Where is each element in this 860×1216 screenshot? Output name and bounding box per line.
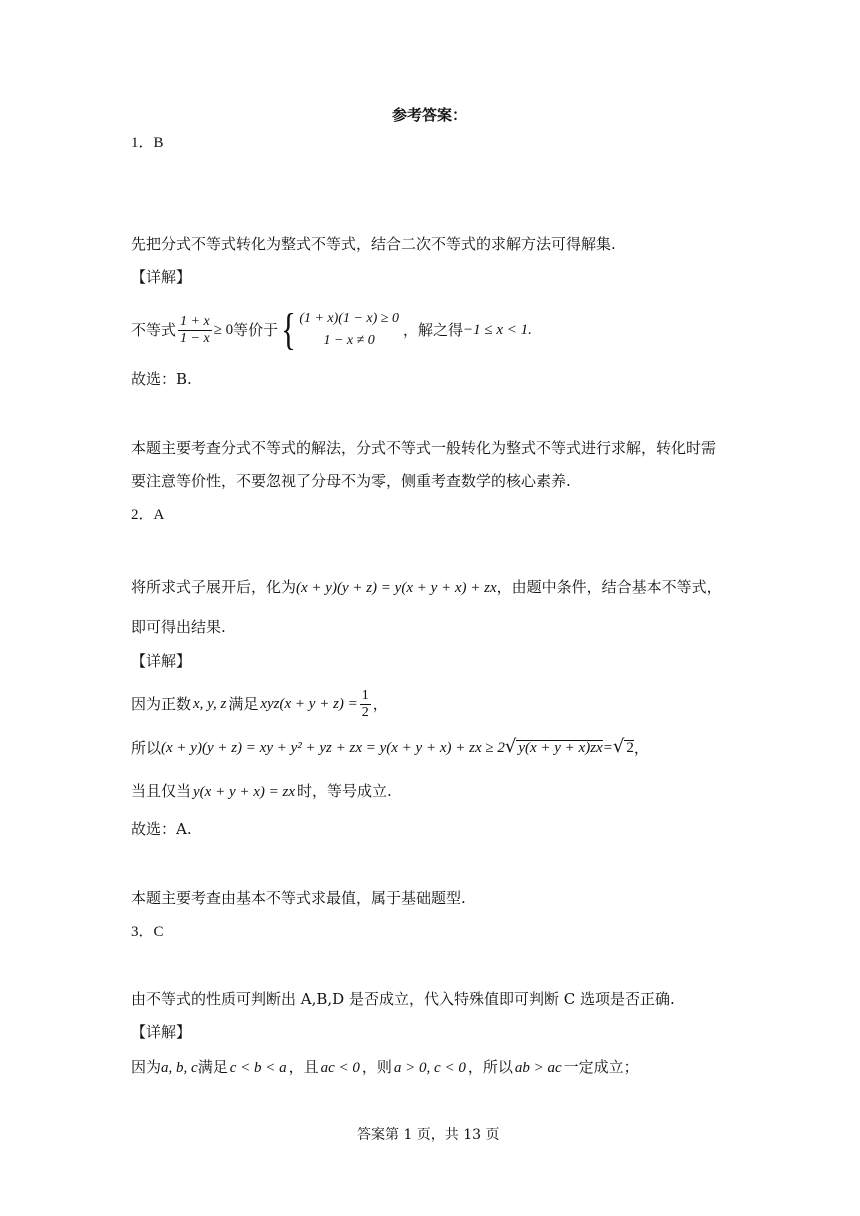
q3-line-1	[131, 1060, 639, 1076]
q2-equality-post: 时，等号成立.	[297, 782, 392, 800]
q2-derivation-math: (x + y)(y + z) = xy + y² + yz + zx = y(x + y + x) + zx ≥ 2	[161, 740, 505, 756]
q2-number: 2．A	[131, 507, 165, 523]
q3-detail-label: 【详解】	[131, 1023, 192, 1041]
q3-l1-pre: 因为	[131, 1058, 162, 1076]
q2-analysis-math: (x + y)(y + z) = y(x + y + x) + zx	[296, 580, 497, 596]
q1-solution-line	[131, 305, 532, 354]
q3-l1-t2: ，且	[288, 1058, 319, 1076]
q1-comment-line-1: 本题主要考查分式不等式的解法，分式不等式一般转化为整式不等式进行求解，转化时需	[131, 439, 717, 457]
q1-brace: {	[281, 305, 297, 354]
q1-text-solve: ，解之得	[402, 320, 463, 339]
q3-l1-m3: a > 0, c < 0	[393, 1060, 466, 1076]
sqrt-icon: √	[612, 736, 625, 757]
q1-system	[299, 308, 399, 352]
q1-comment-line-2: 要注意等价性，不要忽视了分母不为零，侧重考查数学的核心素养.	[131, 472, 571, 490]
q2-equality-math: y(x + y + x) = zx	[193, 784, 295, 800]
q2-equality-line	[131, 784, 392, 800]
q3-analysis: 由不等式的性质可判断出 A,B,D 是否成立，代入特殊值即可判断 C 选项是否正确.	[131, 990, 675, 1008]
q3-number: 3．C	[131, 924, 164, 940]
q3-l1-t5: 一定成立；	[563, 1058, 639, 1076]
q2-derivation-pre: 所以	[131, 739, 162, 757]
q2-given-mid: 满足	[228, 694, 259, 713]
q2-derivation-sqrt2: 2	[626, 740, 634, 756]
q2-given-fraction-numerator: 1	[361, 687, 369, 703]
q2-given-post: ，	[372, 694, 388, 713]
q2-given-vars: x, y, z	[193, 695, 227, 712]
q3-l1-m1: c < b < a	[229, 1060, 287, 1076]
q2-given-math: xyz(x + y + z) =	[260, 695, 358, 712]
q2-given-fraction	[360, 689, 371, 720]
q3-l1-mid: 满足	[197, 1058, 228, 1076]
q2-derivation-eq: =	[602, 740, 613, 756]
q2-given-line	[131, 684, 388, 724]
q1-number: 1．B	[131, 135, 164, 151]
q3-l1-t4: ，所以	[467, 1058, 513, 1076]
q1-analysis: 先把分式不等式转化为整式不等式，结合二次不等式的求解方法可得解集.	[131, 235, 616, 253]
q2-derivation-line	[131, 738, 649, 756]
q2-derivation-radicand: y(x + y + x)zx	[518, 740, 603, 756]
q2-comment: 本题主要考查由基本不等式求最值，属于基础题型.	[131, 889, 466, 907]
q3-l1-m4: ab > ac	[514, 1060, 562, 1076]
q3-l1-m2: ac < 0	[320, 1060, 360, 1076]
answer-title: 参考答案：	[392, 106, 468, 124]
q2-detail-label: 【详解】	[131, 652, 192, 670]
q1-text-inequality: 不等式	[131, 320, 177, 339]
q2-choice: 故选：A.	[131, 820, 192, 838]
q1-fraction-numerator: 1 + x	[180, 313, 210, 329]
q3-l1-vars: a, b, c	[161, 1060, 198, 1076]
q1-detail-label: 【详解】	[131, 268, 192, 286]
q1-system-row-2: 1 − x ≠ 0	[323, 333, 375, 348]
q3-l1-t3: ，则	[361, 1058, 392, 1076]
q1-ge-zero: ≥ 0	[213, 321, 234, 338]
q2-analysis-pre: 将所求式子展开后，化为	[131, 578, 297, 596]
q2-derivation-post: ，	[633, 739, 649, 757]
page-footer: 答案第 1 页，共 13 页	[357, 1127, 500, 1143]
q1-system-row-1: (1 + x)(1 − x) ≥ 0	[299, 311, 399, 326]
q2-analysis-line-1	[131, 580, 722, 596]
q2-given-pre: 因为正数	[131, 694, 192, 713]
q2-analysis-line-2: 即可得出结果.	[131, 618, 226, 636]
q1-fraction	[178, 315, 212, 346]
q2-analysis-post: ，由题中条件，结合基本不等式，	[496, 578, 722, 596]
q1-text-equiv: 等价于	[233, 320, 279, 339]
q2-given-fraction-denominator: 2	[361, 704, 369, 720]
q1-choice: 故选：B.	[131, 370, 192, 388]
q1-fraction-denominator: 1 − x	[180, 330, 210, 346]
q1-result: −1 ≤ x < 1.	[462, 321, 532, 338]
q2-equality-pre: 当且仅当	[131, 782, 192, 800]
sqrt-icon: √	[504, 736, 517, 757]
